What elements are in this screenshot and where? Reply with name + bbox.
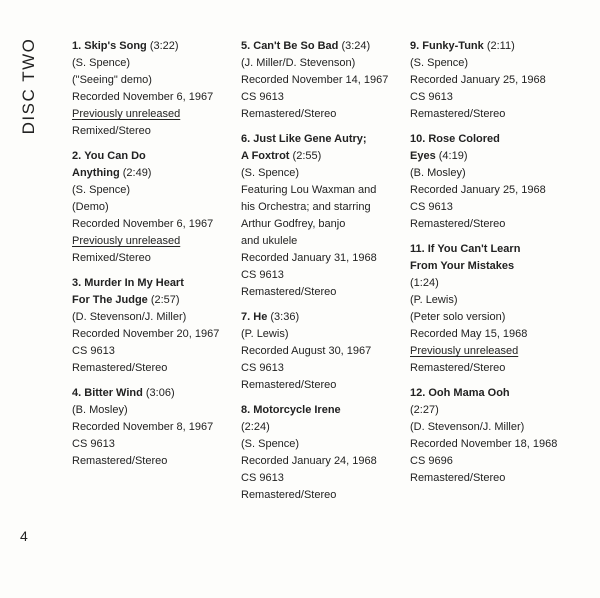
catalog-number: CS 9696 <box>410 455 453 467</box>
recording-date: Recorded November 8, 1967 <box>72 421 214 433</box>
track-title: Can't Be So Bad <box>253 40 339 52</box>
track-8 <box>241 402 399 504</box>
recording-date: Recorded January 24, 1968 <box>241 455 377 467</box>
track-3: 3. Murder In My Heart For The Judge (2:57) (D. Stevenson/J. Miller) Recorded November 20, 1967 CS 9613 Remastered/Stereo <box>72 275 230 377</box>
track-duration: (4:19) <box>438 150 468 162</box>
mix-note: Remastered/Stereo <box>241 489 337 501</box>
mix-note: Remastered/Stereo <box>410 362 506 374</box>
track-2: 2. You Can Do Anything (2:49) (S. Spence) (Demo) Recorded November 6, 1967 Previously unreleased Remixed/Stereo <box>72 148 230 267</box>
track-heading: 9. Funky-Tunk (2:11) <box>410 40 515 52</box>
track-heading: 3. Murder In My Heart <box>72 277 184 289</box>
track-duration: (3:36) <box>270 311 300 323</box>
track-duration: (3:22) <box>149 40 179 52</box>
track-heading: 1. Skip's Song (3:22) <box>72 40 179 52</box>
track-12 <box>410 385 568 487</box>
catalog-number: CS 9613 <box>72 438 115 450</box>
track-4 <box>72 385 230 470</box>
track-heading: 12. Ooh Mama Ooh <box>410 387 510 399</box>
catalog-number: CS 9613 <box>410 201 453 213</box>
composer: (B. Mosley) <box>72 404 128 416</box>
catalog-number: CS 9613 <box>72 345 115 357</box>
composer: (P. Lewis) <box>410 294 458 306</box>
composer: (D. Stevenson/J. Miller) <box>72 311 187 323</box>
recording-date: Recorded May 15, 1968 <box>410 328 528 340</box>
mix-note: Remixed/Stereo <box>72 125 151 137</box>
mix-note: Remastered/Stereo <box>72 455 168 467</box>
disc-label-text: DISC TWO <box>19 37 38 135</box>
track-duration: (2:24) <box>241 421 270 433</box>
track-duration: (2:55) <box>292 150 322 162</box>
mix-note: Remastered/Stereo <box>410 218 506 230</box>
track-column-2 <box>241 38 399 512</box>
track-duration: (2:27) <box>410 404 439 416</box>
track-1 <box>72 38 230 140</box>
page-number: 4 <box>20 528 28 544</box>
catalog-number: CS 9613 <box>410 91 453 103</box>
disc-label <box>14 36 44 136</box>
track-heading: 4. Bitter Wind (3:06) <box>72 387 175 399</box>
track-heading: 2. You Can Do <box>72 150 146 162</box>
mix-note: Remastered/Stereo <box>241 286 337 298</box>
catalog-number: CS 9613 <box>241 362 284 374</box>
track-heading: 5. Can't Be So Bad (3:24) <box>241 40 371 52</box>
recording-date: Recorded November 18, 1968 <box>410 438 558 450</box>
recording-date: Recorded November 20, 1967 <box>72 328 220 340</box>
recording-date: Recorded January 31, 1968 <box>241 252 377 264</box>
track-column-1 <box>72 38 230 478</box>
recording-date: Recorded January 25, 1968 <box>410 184 546 196</box>
track-title: Bitter Wind <box>84 387 143 399</box>
track-duration: (3:24) <box>341 40 371 52</box>
track-7 <box>241 309 399 394</box>
recording-date: Recorded November 14, 1967 <box>241 74 389 86</box>
track-title: Ooh Mama Ooh <box>428 387 510 399</box>
catalog-number: CS 9613 <box>241 472 284 484</box>
track-duration: (2:57) <box>150 294 180 306</box>
composer: (S. Spence) <box>241 438 300 450</box>
track-duration: (3:06) <box>145 387 175 399</box>
composer: (D. Stevenson/J. Miller) <box>410 421 525 433</box>
composer: (J. Miller/D. Stevenson) <box>241 57 356 69</box>
version-note: (Peter solo version) <box>410 311 506 323</box>
composer: (P. Lewis) <box>241 328 289 340</box>
track-duration: (2:11) <box>486 40 515 52</box>
track-title: Funky-Tunk <box>422 40 484 52</box>
recording-date: Recorded November 6, 1967 <box>72 218 214 230</box>
catalog-number: CS 9613 <box>241 269 284 281</box>
mix-note: Remastered/Stereo <box>241 379 337 391</box>
composer: (S. Spence) <box>72 184 131 196</box>
track-9 <box>410 38 568 123</box>
version-note: ("Seeing" demo) <box>72 74 152 86</box>
unreleased-note: Previously unreleased <box>410 345 519 357</box>
track-duration: (2:49) <box>122 167 152 179</box>
version-note: (Demo) <box>72 201 109 213</box>
mix-note: Remastered/Stereo <box>410 472 506 484</box>
track-duration: (1:24) <box>410 277 439 289</box>
mix-note: Remastered/Stereo <box>72 362 168 374</box>
track-title: Skip's Song <box>84 40 147 52</box>
composer: (S. Spence) <box>72 57 131 69</box>
track-5 <box>241 38 399 123</box>
track-6: 6. Just Like Gene Autry; A Foxtrot (2:55) (S. Spence) Featuring Lou Waxman and his Orchestra; and starring Arthur Godfrey, banjo and ukulele Recorded January 31, 1968 CS 9613 Remastered/Stereo <box>241 131 399 301</box>
track-title: He <box>253 311 268 323</box>
composer: (B. Mosley) <box>410 167 466 179</box>
track-11: 11. If You Can't Learn From Your Mistakes (1:24) (P. Lewis) (Peter solo version) Recorded May 15, 1968 Previously unreleased Remastered/Stereo <box>410 241 568 377</box>
track-heading: 7. He (3:36) <box>241 311 300 323</box>
catalog-number: CS 9613 <box>241 91 284 103</box>
track-heading: 10. Rose Colored <box>410 133 500 145</box>
mix-note: Remastered/Stereo <box>241 108 337 120</box>
track-heading: 8. Motorcycle Irene <box>241 404 341 416</box>
mix-note: Remastered/Stereo <box>410 108 506 120</box>
track-heading: 6. Just Like Gene Autry; <box>241 133 367 145</box>
track-heading: 11. If You Can't Learn <box>410 243 521 255</box>
composer: (S. Spence) <box>241 167 300 179</box>
track-column-3 <box>410 38 568 495</box>
unreleased-note: Previously unreleased <box>72 108 181 120</box>
track-10: 10. Rose Colored Eyes (4:19) (B. Mosley) Recorded January 25, 1968 CS 9613 Remastered/Stereo <box>410 131 568 233</box>
recording-date: Recorded August 30, 1967 <box>241 345 372 357</box>
track-title: Motorcycle Irene <box>253 404 341 416</box>
recording-date: Recorded November 6, 1967 <box>72 91 214 103</box>
unreleased-note: Previously unreleased <box>72 235 181 247</box>
composer: (S. Spence) <box>410 57 469 69</box>
mix-note: Remixed/Stereo <box>72 252 151 264</box>
recording-date: Recorded January 25, 1968 <box>410 74 546 86</box>
